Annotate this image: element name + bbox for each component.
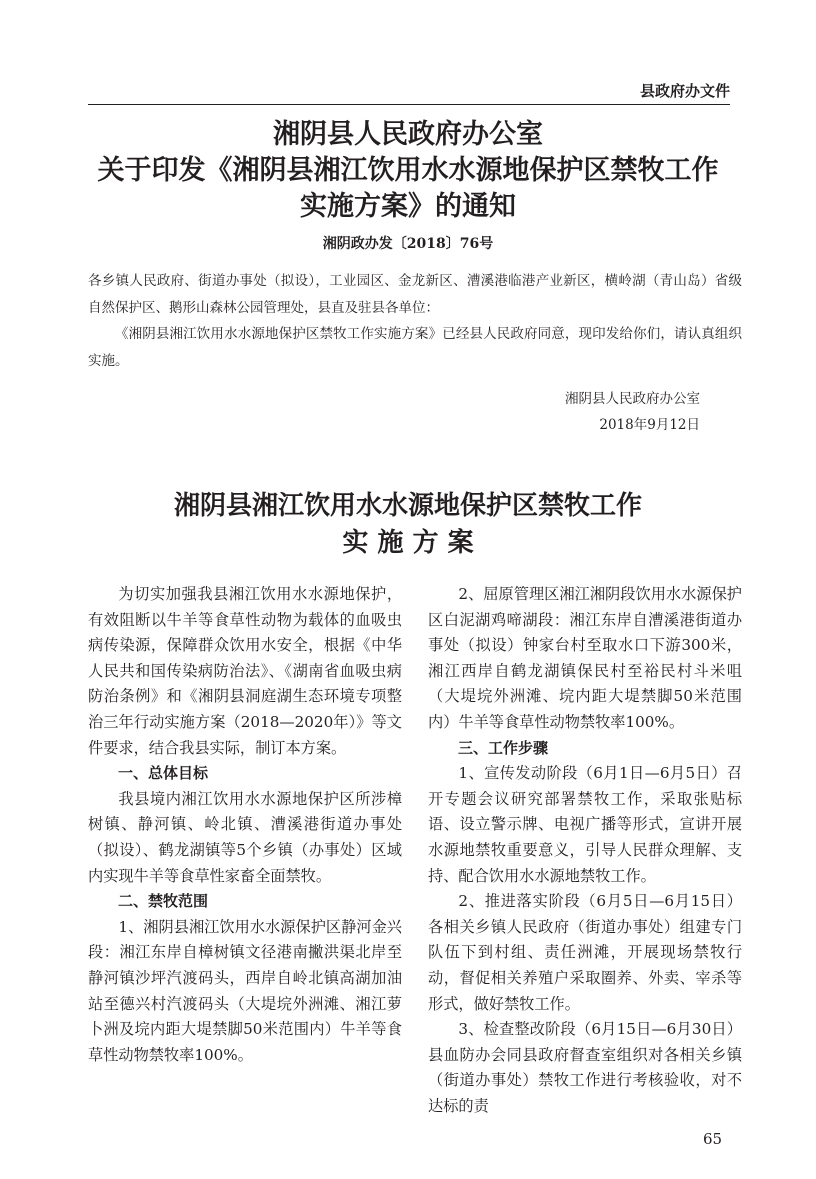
plan-title-line: 实 施 方 案 xyxy=(342,528,474,558)
notice-text: 《湘阴县湘江饮用水水源地保护区禁牧工作实施方案》已经县人民政府同意，现印发给你们，请认真组织实施。 xyxy=(88,326,742,369)
signature-block xyxy=(88,386,742,438)
paragraph: 2、推进落实阶段（6月5日—6月15日）各相关乡镇人民政府（街道办事处）组建专门队伍下到村组、责任洲滩，开展现场禁牧行动，督促相关养殖户采取圈养、外卖、宰杀等形式，做好禁牧工作。 xyxy=(428,892,742,1013)
two-column-body xyxy=(88,582,742,1119)
recipients: 各乡镇人民政府、街道办事处（拟设），工业园区、金龙新区、漕溪港临港产业新区，横岭湖（青山岛）省级自然保护区、鹅形山森林公园管理处，县直及驻县各单位： xyxy=(88,273,742,316)
issue-date: 2018年9月12日 xyxy=(599,417,700,433)
paragraph: 3、检查整改阶段（6月15日—6月30日）县血防办会同县政府督查室组织对各相关乡镇（街道办事处）禁牧工作进行考核验收，对不达标的责 xyxy=(428,1020,742,1115)
paragraph: 我县境内湘江饮用水水源地保护区所涉樟树镇、静河镇、岭北镇、漕溪港街道办事处（拟设）、鹤龙湖镇等5个乡镇（办事处）区域内实现牛羊等食草性家畜全面禁牧。 xyxy=(88,789,402,885)
plan-title xyxy=(0,488,816,562)
notice-title-line: 关于印发《湘阴县湘江饮用水水源地保护区禁牧工作 xyxy=(97,155,719,186)
notice-title-line: 湘阴县人民政府办公室 xyxy=(273,119,543,150)
paragraph: 2、屈原管理区湘江湘阴段饮用水水源保护区白泥湖鸡啼湖段：湘江东岸自漕溪港街道办事处（拟设）钟家台村至取水口下游300米，湘江西岸自鹤龙湖镇保民村至裕民村斗米咀（大堤垸外洲滩、垸内距大堤禁脚50米范围内）牛羊等食草性动物禁牧率100%。 xyxy=(428,585,742,731)
plan-title-line: 湘阴县湘江饮用水水源地保护区禁牧工作 xyxy=(173,491,642,521)
notice-body xyxy=(88,268,742,374)
issuer: 湘阴县人民政府办公室 xyxy=(565,391,700,407)
notice-title xyxy=(0,117,816,225)
paragraph: 1、湘阴县湘江饮用水水源保护区静河金兴段：湘江东岸自樟树镇文径港南撇洪渠北岸至静河镇沙坪汽渡码头，西岸自岭北镇高湖加油站至德兴村汽渡码头（大堤垸外洲滩、湘江萝卜洲及垸内距大堤禁脚50米范围内）牛羊等食草性动物禁牧率100%。 xyxy=(88,917,402,1064)
right-column xyxy=(428,582,742,1119)
page-number: 65 xyxy=(703,1130,723,1149)
header-label: 县政府办文件 xyxy=(639,82,730,100)
left-column xyxy=(88,582,402,1119)
section-heading: 三、工作步骤 xyxy=(458,738,549,757)
section-heading: 二、禁牧范围 xyxy=(118,892,209,911)
intro-paragraph: 为切实加强我县湘江饮用水水源地保护，有效阻断以牛羊等食草性动物为载体的血吸虫病传染源，保障群众饮用水安全，根据《中华人民共和国传染病防治法》、《湖南省血吸虫病防治条例》和《湘阴县洞庭湖生态环境专项整治三年行动实施方案（2018—2020年）》等文件要求，结合我县实际，制订本方案。 xyxy=(88,585,402,757)
paragraph: 1、宣传发动阶段（6月1日—6月5日）召开专题会议研究部署禁牧工作，采取张贴标语、设立警示牌、电视广播等形式，宣讲开展水源地禁牧重要意义，引导人民群众理解、支持、配合饮用水水源地禁牧工作。 xyxy=(428,764,742,885)
running-header xyxy=(88,78,730,105)
footer xyxy=(88,1129,742,1149)
section-heading: 一、总体目标 xyxy=(118,764,209,783)
document-number: 湘阴政办发〔2018〕76号 xyxy=(322,236,494,252)
notice-title-line: 实施方案》的通知 xyxy=(300,191,516,222)
